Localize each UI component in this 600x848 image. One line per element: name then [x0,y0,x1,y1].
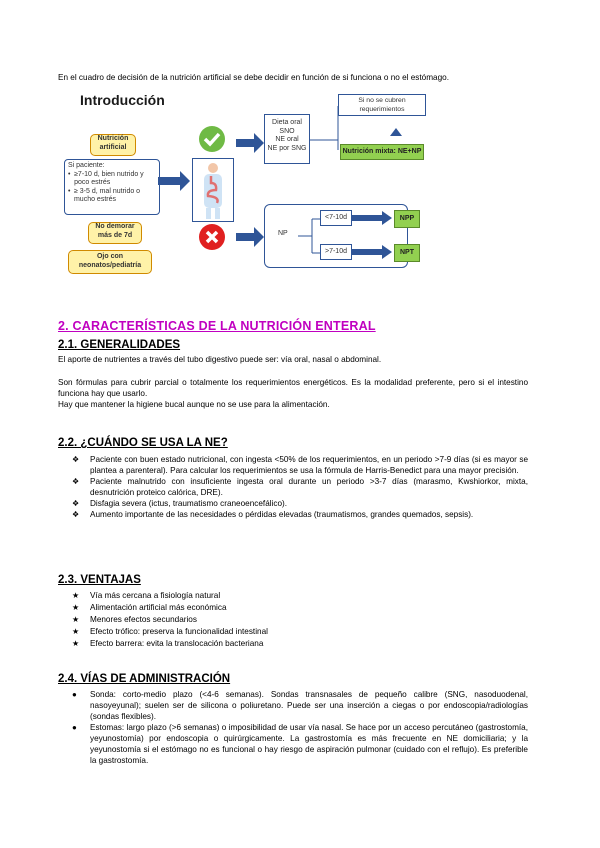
section-title: 2. CARACTERÍSTICAS DE LA NUTRICIÓN ENTERAL [58,319,376,333]
star-bullet-icon: ★ [72,615,80,624]
check-icon [198,125,226,153]
dot-bullet-icon: ● [72,690,77,699]
paragraph: El aporte de nutrientes a través del tubo digestivo puede ser: vía oral, nasal o abdominal. [58,355,382,364]
paragraph: Son fórmulas para cubrir parcial o totalmente los requerimientos energéticos. Es la modalidad preferente, pero si el intestino funciona hay que usarlo. [58,378,528,398]
dieta-line: NE por SNG [267,144,307,152]
vias-list [72,689,528,766]
dot-bullet-icon: ● [72,723,77,732]
gt-duration-box: >7-10d [320,244,352,260]
diamond-bullet-icon: ❖ [72,499,80,508]
criteria-text: ≥7-10 d, bien nutrido y poco estrés [74,170,144,186]
list-item-text: Sonda: corto-medio plazo (<4-6 semanas). Sondas transnasales de pequeño calibre (SNG, nasoduodenal, nasoyeyunal); suelen ser de silicona o poliuretano. Puede ser una inserción a ciegas o por endoscopia/radiologías (sondas flexibles). [90,690,528,721]
list-item [72,476,528,498]
criteria-item: • ≥7-10 d, bien nutrido y poco estrés [68,171,156,188]
list-item-text: Aumento importante de las necesidades o pérdidas elevadas (traumatismos, grandes quemados, sepsis). [90,510,474,519]
decision-diagram [58,86,502,286]
list-item [72,689,528,722]
nutricion-artificial-box: Nutrición artificial [90,134,136,156]
nutricion-mixta-box: Nutrición mixta: NE+NP [340,144,424,160]
diamond-bullet-icon: ❖ [72,455,80,464]
arrow-right-icon [236,133,266,153]
list-item-text: Paciente con buen estado nutricional, con ingesta <50% de los requerimientos, en un periodo >7-9 días (si es mayor se plantea a parenteral). Para calcular los requerimientos se usa la fórmula de Harris-Benedict para una mayor precisión. [90,455,528,475]
si-paciente-box [64,159,160,215]
cuando-list [72,454,528,520]
arrow-right-icon [158,171,192,191]
npp-box: NPP [394,210,420,228]
diamond-bullet-icon: ❖ [72,510,80,519]
list-item [72,614,528,626]
star-bullet-icon: ★ [72,603,80,612]
list-item [72,454,528,476]
si-paciente-label: Si paciente: [68,162,105,169]
paragraph: Hay que mantener la higiene bucal aunque no se use para la alimentación. [58,400,330,409]
list-item-text: Disfagia severa (ictus, traumatismo craneoencefálico). [90,499,288,508]
np-label: NP [278,230,288,237]
list-item-text: Efecto trófico: preserva la funcionalidad intestinal [90,627,268,636]
cross-icon [198,223,226,251]
list-item [72,498,528,509]
si-no-cubren-box: Si no se cubren requerimientos [338,94,426,116]
subsection-title-vias: 2.4. VÍAS DE ADMINISTRACIÓN [58,673,231,685]
subsection-title-cuando: 2.2. ¿CUÁNDO SE USA LA NE? [58,437,228,449]
body-figure [192,158,234,222]
diagram-title: Introducción [80,92,165,108]
criteria-item: • ≥ 3-5 d, mal nutrido o mucho estrés [68,188,156,205]
list-item-text: Menores efectos secundarios [90,615,197,624]
list-item [72,602,528,614]
intro-text: En el cuadro de decisión de la nutrición artificial se debe decidir en función de si funciona o no el estómago. [58,73,449,82]
criteria-text: ≥ 3-5 d, mal nutrido o mucho estrés [73,187,141,203]
dieta-line: Dieta oral [272,119,302,126]
dieta-line: NE oral [275,136,299,143]
list-item-text: Efecto barrera: evita la translocación bacteriana [90,639,264,648]
list-item-text: Alimentación artificial más económica [90,603,227,612]
arrow-right-icon [236,227,266,247]
dieta-box [264,114,310,164]
star-bullet-icon: ★ [72,627,80,636]
star-bullet-icon: ★ [72,639,80,648]
subsection-title-ventajas: 2.3. VENTAJAS [58,574,141,586]
npt-box: NPT [394,244,420,262]
list-item-text: Vía más cercana a fisiología natural [90,591,221,600]
list-item [72,638,528,650]
lt-duration-box: <7-10d [320,210,352,226]
arrow-right-icon [352,211,394,263]
ojo-con-box: Ojo con neonatos/pediatría [68,250,152,274]
no-demorar-box: No demorar más de 7d [88,222,142,244]
list-item [72,626,528,638]
star-bullet-icon: ★ [72,591,80,600]
list-item [72,722,528,766]
list-item-text: Paciente malnutrido con insuficiente ingesta oral durante un periodo >3-7 días (marasmo, Kwshiorkor, mixta, desnutrición proteico calórica, DRE). [90,477,528,497]
list-item [72,590,528,602]
subsection-title-generalidades: 2.1. GENERALIDADES [58,339,181,351]
list-item [72,509,528,520]
digestive-system-icon [193,159,233,221]
list-item-text: Estomas: largo plazo (>6 semanas) o imposibilidad de usar vía nasal. Se hace por un acceso percutáneo (gastrostomía, yeyunostomía) por endoscopia o quirúrgicamente. La gastrostomía es más frecuente en NE domiciliaria; y la yeyunostomía si el estómago no es funcional o hay riesgo de aspiración pulmonar (cuidado con el reflujo). Es preferible la gastrostomía. [90,723,528,765]
ventajas-list [72,590,528,650]
dieta-line: SNO [279,127,295,135]
diamond-bullet-icon: ❖ [72,477,80,486]
